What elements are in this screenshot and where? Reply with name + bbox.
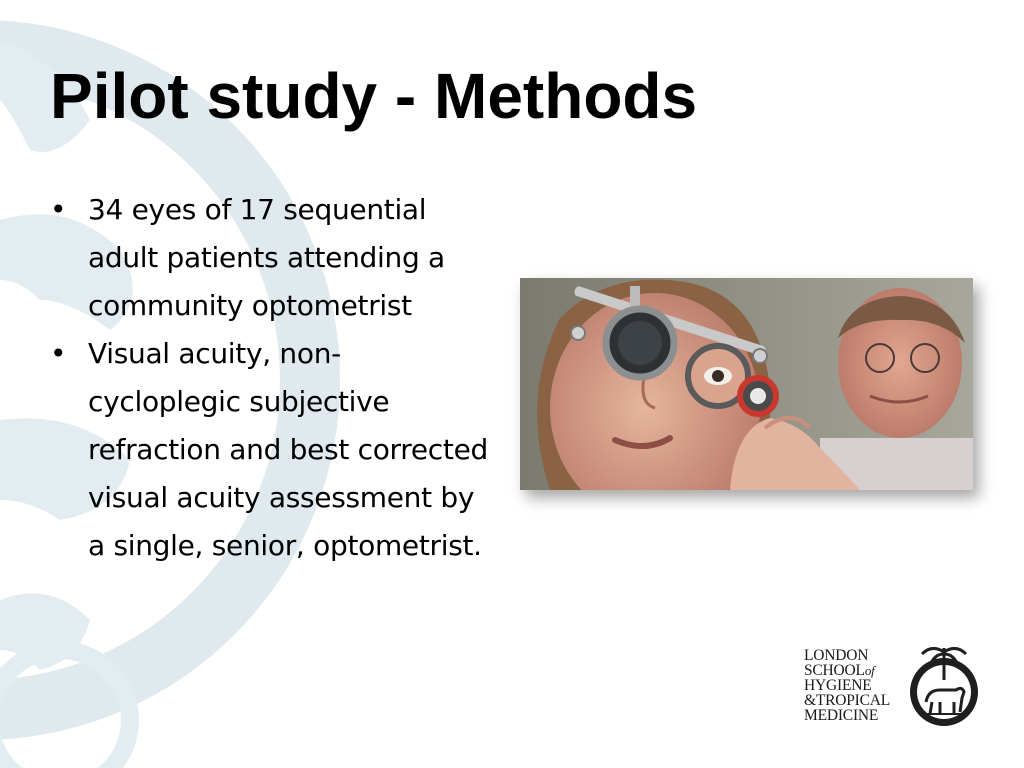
logo-line-part: of (864, 663, 875, 678)
logo-line: HYGIENE (804, 677, 872, 694)
logo-line: LONDON (804, 647, 869, 664)
bullet-list (50, 186, 490, 570)
lshtm-logo (804, 640, 984, 732)
logo-line: MEDICINE (804, 707, 879, 724)
bullet-text: Visual acuity, non-cycloplegic subjective refraction and best corrected visual acuity assessment by a single, senior, optometrist. (88, 337, 488, 562)
logo-wordmark (804, 648, 890, 723)
bullet-glyph: • (50, 337, 67, 370)
crest-icon (904, 640, 984, 732)
logo-line: &TROPICAL (804, 692, 891, 709)
bullet-glyph: • (50, 193, 67, 226)
bullet-item (50, 330, 490, 570)
logo-line-part: SCHOOL (804, 662, 865, 679)
eye-exam-photo (520, 278, 973, 490)
bullet-text: 34 eyes of 17 sequential adult patients attending a community optometrist (88, 193, 445, 322)
bullet-item (50, 186, 490, 330)
logo-line (804, 663, 890, 678)
slide-title: Pilot study - Methods (50, 60, 698, 132)
